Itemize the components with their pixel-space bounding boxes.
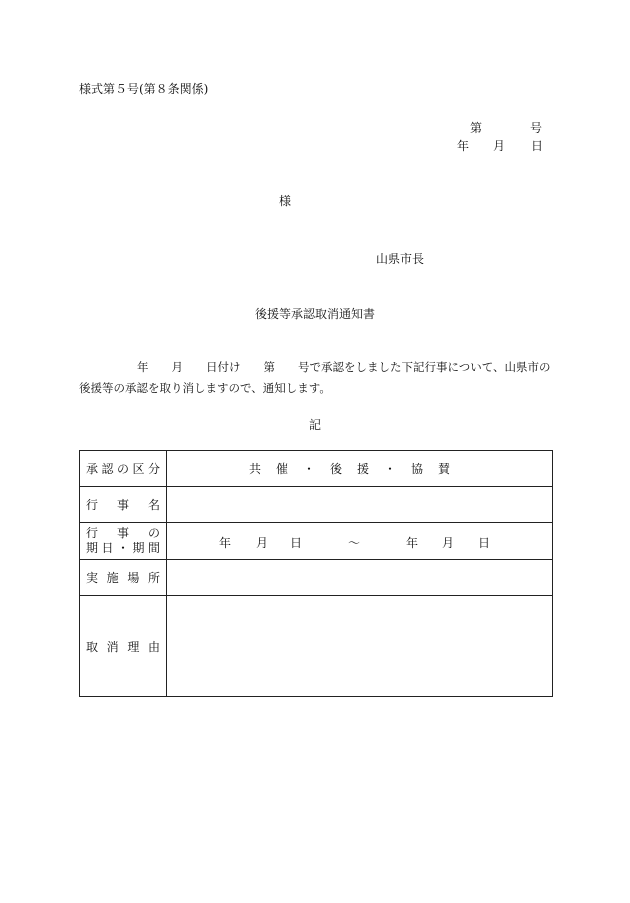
label-char: 所 <box>147 571 160 585</box>
approval-type-char: 後 <box>329 462 342 476</box>
table-row-cancel-reason <box>80 596 553 697</box>
sender-name: 山県市長 <box>376 252 425 266</box>
label-char: 認 <box>101 462 114 476</box>
approval-type-value-cell <box>167 451 553 487</box>
body-line1-rest: 号で承認をしました下記行事について、山県市の <box>298 360 551 374</box>
approval-type-char: 援 <box>357 462 370 476</box>
form-number: 様式第５号(第８条関係) <box>79 82 209 96</box>
issue-date-day: 日 <box>531 139 544 153</box>
event-period-value-cell <box>167 523 553 560</box>
event-name-label <box>80 496 166 513</box>
approval-type-char: 協 <box>411 462 424 476</box>
details-table <box>79 450 553 697</box>
label-char: 行 <box>86 526 99 540</box>
approval-type-char: 催 <box>275 462 288 476</box>
label-char: 施 <box>106 571 119 585</box>
label-char: 事 <box>116 498 129 512</box>
label-char: の <box>147 526 160 540</box>
table-row-event-name <box>80 487 553 523</box>
event-name-label-cell <box>80 487 167 523</box>
label-char: 由 <box>147 639 160 654</box>
label-char: 理 <box>127 639 140 654</box>
approval-type-label-cell <box>80 451 167 487</box>
body-month: 月 <box>171 360 183 374</box>
label-char: 日 <box>101 541 114 555</box>
issue-date-year: 年 <box>457 139 470 153</box>
approval-type-char: ・ <box>384 462 397 476</box>
issue-date-month: 月 <box>493 139 506 153</box>
event-period-label-line1 <box>80 526 166 541</box>
event-period-values <box>167 523 552 559</box>
label-char: 消 <box>106 639 119 654</box>
label-char: 場 <box>127 571 140 585</box>
addressee-suffix: 様 <box>279 194 292 208</box>
cancel-reason-value-cell <box>167 596 553 697</box>
cancel-reason-label-cell <box>80 596 167 697</box>
label-char: 期 <box>86 541 99 555</box>
notice-body <box>79 357 553 399</box>
table-row-venue <box>80 560 553 596</box>
period-start-day: 日 <box>290 536 303 550</box>
label-char: 区 <box>132 462 145 476</box>
ki-heading: 記 <box>308 418 321 432</box>
period-separator: ～ <box>348 536 361 550</box>
label-char: の <box>116 462 129 476</box>
cancel-reason-label <box>80 638 166 655</box>
period-start-month: 月 <box>256 536 269 550</box>
approval-type-options <box>167 460 552 477</box>
body-year: 年 <box>137 360 149 374</box>
approval-type-char: ・ <box>302 462 315 476</box>
venue-value-cell <box>167 560 553 596</box>
approval-type-char: 賛 <box>438 462 451 476</box>
label-char: 期 <box>132 541 145 555</box>
table-row-approval-type <box>80 451 553 487</box>
period-end-month: 月 <box>442 536 455 550</box>
event-period-label-cell <box>80 523 167 560</box>
event-name-value-cell <box>167 487 553 523</box>
approval-type-label <box>80 460 166 477</box>
label-char: 承 <box>86 462 99 476</box>
period-start-year: 年 <box>219 536 232 550</box>
notice-body-line1 <box>79 357 553 378</box>
label-char: 名 <box>147 498 160 512</box>
label-char: 実 <box>86 571 99 585</box>
label-char: 取 <box>86 639 99 654</box>
label-char: 事 <box>116 526 129 540</box>
document-title: 後援等承認取消通知書 <box>254 307 375 321</box>
label-char: 間 <box>147 541 160 555</box>
notice-body-line2: 後援等の承認を取り消しますので、通知します。 <box>79 381 331 395</box>
event-period-label-line2 <box>80 541 166 556</box>
label-char: 行 <box>86 498 99 512</box>
issue-number-suffix: 号 <box>530 121 543 135</box>
venue-label <box>80 569 166 586</box>
venue-label-cell <box>80 560 167 596</box>
period-end-year: 年 <box>406 536 419 550</box>
label-char: ・ <box>116 541 129 555</box>
body-no-prefix: 第 <box>263 360 275 374</box>
label-char: 分 <box>147 462 160 476</box>
period-end-day: 日 <box>478 536 491 550</box>
issue-number-prefix: 第 <box>470 121 483 135</box>
body-day: 日付け <box>206 360 241 374</box>
table-row-event-period <box>80 523 553 560</box>
approval-type-char: 共 <box>248 462 261 476</box>
